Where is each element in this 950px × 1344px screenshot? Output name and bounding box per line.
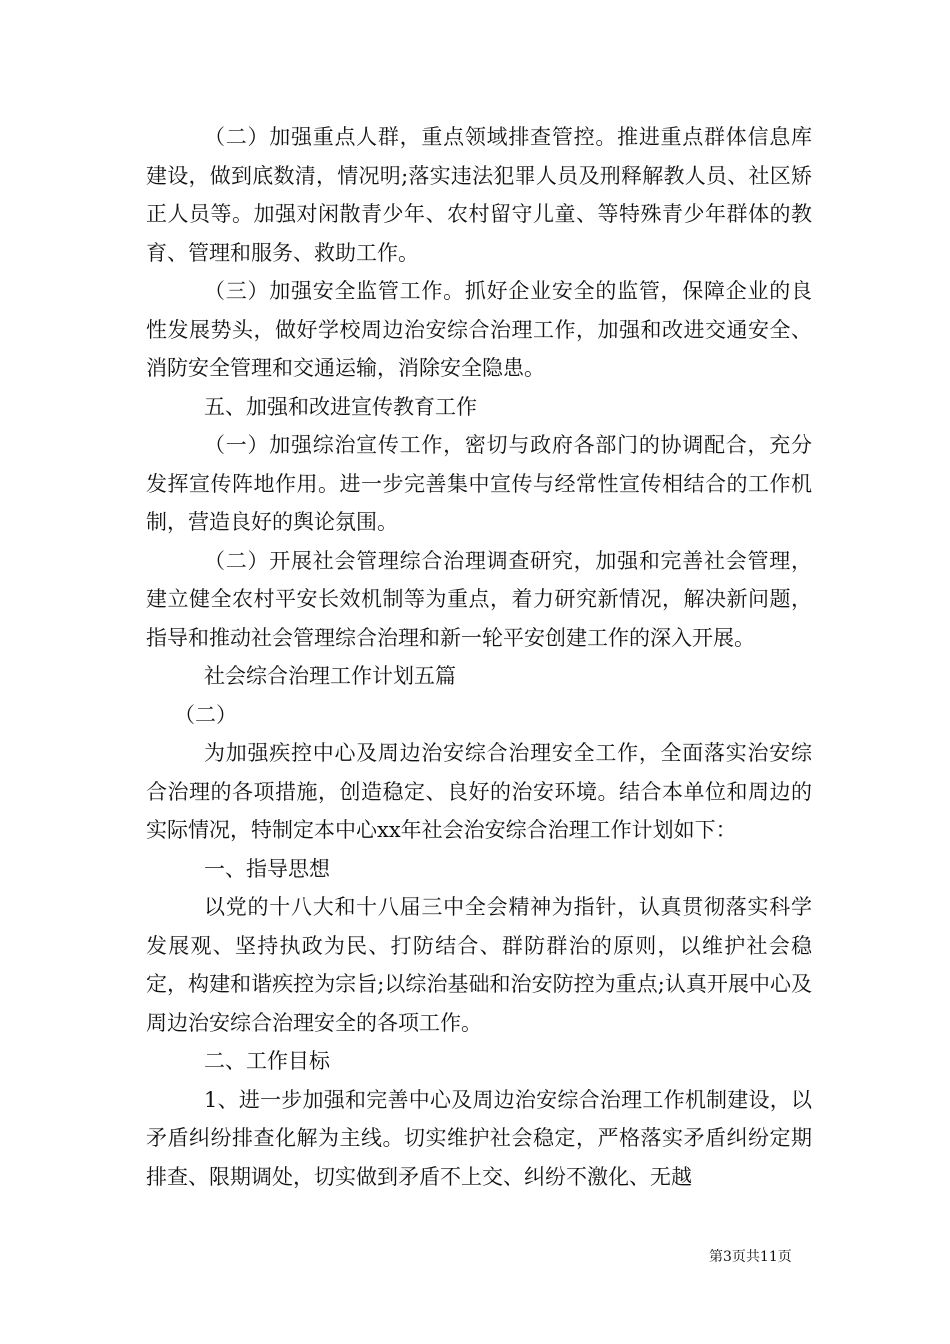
paragraph-safety-supervision: （三）加强安全监管工作。抓好企业安全的监管，保障企业的良性发展势头，做好学校周边治安综合治理工作，加强和改进交通安全、消防安全管理和交通运输，消除安全隐患。 [146,279,812,380]
document-subtitle: 社会综合治理工作计划五篇 [204,664,456,688]
document-body [146,118,812,1196]
subtitle-number: （二） [174,702,237,727]
paragraph-key-groups: （二）加强重点人群，重点领域排查管控。推进重点群体信息库建设，做到底数清，情况明;落实违法犯罪人员及刑释解教人员、社区矫正人员等。加强对闲散青少年、农村留守儿童、等特殊青少年群体的教育、管理和服务、救助工作。 [146,125,812,265]
section-heading-work-goals: 二、工作目标 [204,1049,330,1073]
paragraph-goal-one: 1、进一步加强和完善中心及周边治安综合治理工作机制建设，以矛盾纠纷排查化解为主线。切实维护社会稳定，严格落实矛盾纠纷定期排查、限期调处，切实做到矛盾不上交、纠纷不激化、无越 [146,1087,812,1189]
paragraph-introduction: 为加强疾控中心及周边治安综合治理安全工作，全面落实治安综合治理的各项措施，创造稳定、良好的治安环境。结合本单位和周边的实际情况，特制定本中心xx年社会治安综合治理工作计划如下： [146,741,812,842]
section-heading-guiding-thought: 一、指导思想 [204,856,330,881]
paragraph-research: （二）开展社会管理综合治理调查研究，加强和完善社会管理，建立健全农村平安长效机制等为重点，着力研究新情况，解决新问题，指导和推动社会管理综合治理和新一轮平安创建工作的深入开展。 [146,548,812,650]
paragraph-guiding-thought: 以党的十八大和十八届三中全会精神为指针，认真贯彻落实科学发展观、坚持执政为民、打防结合、群防群治的原则，以维护社会稳定，构建和谐疾控为宗旨;以综治基础和治安防控为重点;认真开展中心及周边治安综合治理安全的各项工作。 [146,895,812,1035]
section-heading-publicity: 五、加强和改进宣传教育工作 [204,394,477,419]
paragraph-publicity-work: （一）加强综治宣传工作，密切与政府各部门的协调配合，充分发挥宣传阵地作用。进一步完善集中宣传与经常性宣传相结合的工作机制，营造良好的舆论氛围。 [146,433,812,534]
page-number-footer: 第3页共11页 [709,1249,792,1265]
